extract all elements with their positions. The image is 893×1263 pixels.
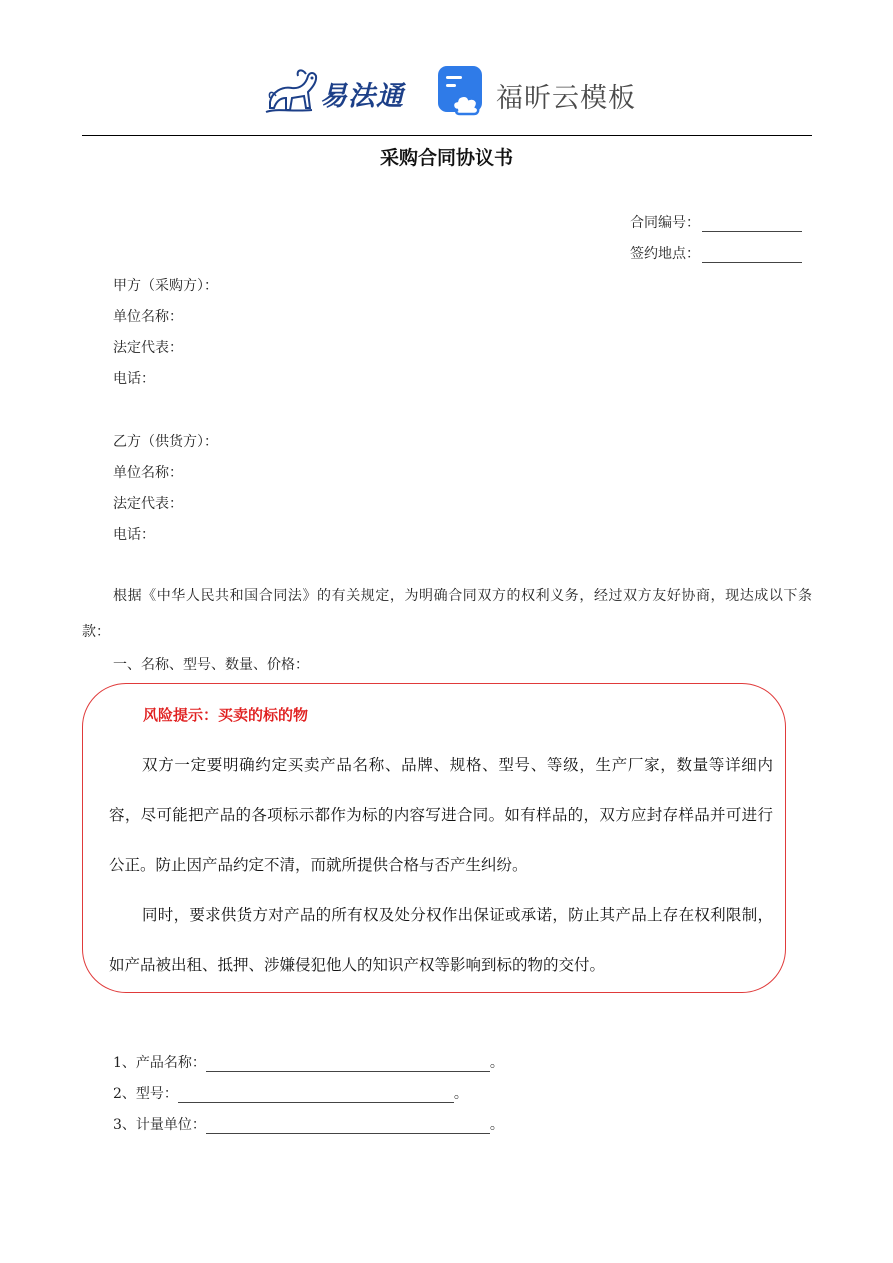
risk-warning-box — [82, 683, 786, 993]
model-label: 2、型号： — [113, 1086, 178, 1102]
yifatong-logo-text: 易法通 — [320, 81, 404, 112]
product-name-end: 。 — [489, 1055, 504, 1071]
sign-place-field[interactable] — [630, 243, 802, 263]
page-header — [0, 58, 893, 128]
sign-place-label: 签约地点： — [630, 246, 700, 262]
qilin-icon — [262, 62, 320, 120]
party-a-phone: 电话： — [113, 371, 155, 387]
unit-end: 。 — [489, 1117, 504, 1133]
party-b-unit: 单位名称： — [113, 465, 183, 481]
product-name-blank[interactable] — [206, 1057, 490, 1072]
model-field[interactable] — [113, 1083, 468, 1103]
party-a-rep: 法定代表： — [113, 340, 183, 356]
risk-warning-title: 风险提示：买卖的标的物 — [143, 706, 309, 724]
party-a-heading: 甲方（采购方）： — [113, 278, 218, 294]
unit-label: 3、计量单位： — [113, 1117, 206, 1133]
fuxin-logo — [436, 64, 646, 120]
unit-blank[interactable] — [206, 1119, 490, 1134]
document-title: 采购合同协议书 — [379, 147, 513, 169]
sign-place-blank[interactable] — [702, 248, 802, 263]
section-1-heading: 一、名称、型号、数量、价格： — [113, 657, 309, 673]
product-name-label: 1、产品名称： — [113, 1055, 206, 1071]
party-b-phone: 电话： — [113, 527, 155, 543]
contract-number-label: 合同编号： — [630, 215, 700, 231]
yifatong-logo — [262, 62, 412, 120]
unit-field[interactable] — [113, 1114, 504, 1134]
model-end: 。 — [453, 1086, 468, 1102]
risk-warning-paragraph-1: 双方一定要明确约定买卖产品名称、品牌、规格、型号、等级，生产厂家，数量等详细内容，尽可能把产品的各项标示都作为标的内容写进合同。如有样品的，双方应封存样品并可进行公正。防止因产品约定不清，而就所提供合格与否产生纠纷。 — [109, 756, 773, 874]
contract-number-field[interactable] — [630, 212, 802, 232]
intro-paragraph: 根据《中华人民共和国合同法》的有关规定，为明确合同双方的权利义务，经过双方友好协商，现达成以下条款： — [82, 588, 812, 640]
model-blank[interactable] — [178, 1088, 454, 1103]
party-b-rep: 法定代表： — [113, 496, 183, 512]
product-name-field[interactable] — [113, 1052, 504, 1072]
party-a-unit: 单位名称： — [113, 309, 183, 325]
header-divider — [82, 135, 812, 136]
cloud-document-icon — [436, 64, 488, 116]
party-b-heading: 乙方（供货方）： — [113, 434, 218, 450]
risk-warning-paragraph-2: 同时，要求供货方对产品的所有权及处分权作出保证或承诺，防止其产品上存在权利限制，如产品被出租、抵押、涉嫌侵犯他人的知识产权等影响到标的物的交付。 — [109, 906, 773, 974]
contract-number-blank[interactable] — [702, 217, 802, 232]
fuxin-logo-text: 福昕云模板 — [496, 83, 636, 114]
